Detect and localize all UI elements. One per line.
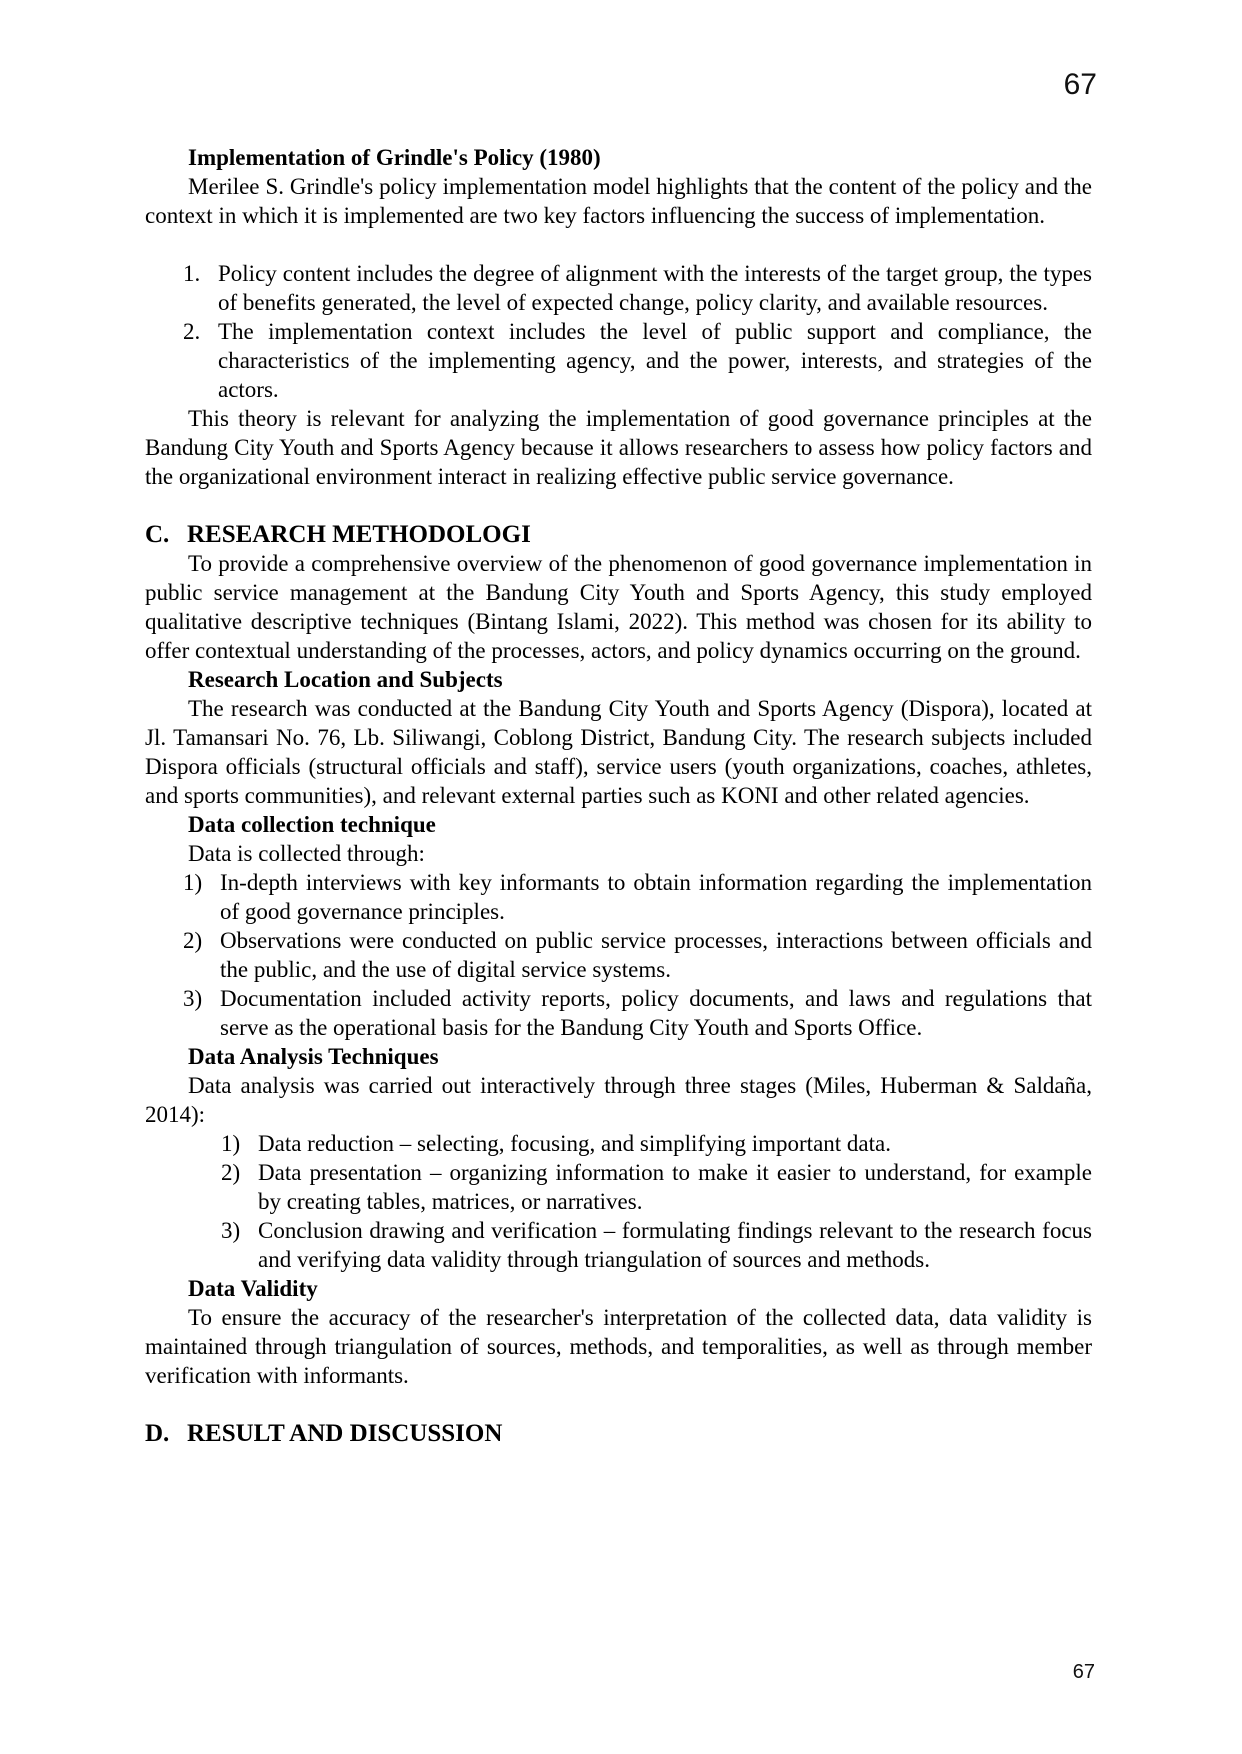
list-marker: 2) [221,1160,241,1185]
list-item [145,259,1092,317]
heading-data-analysis: Data Analysis Techniques [188,1044,439,1069]
header-page-number: 67 [1063,68,1097,101]
list-item [145,926,1092,984]
list-item-text: The implementation context includes the level of public support and compliance, the characteristics of the implementing agency, and the power, interests, and strategies of the actors. [218,319,1092,402]
section-letter: D. [145,1420,170,1447]
page-content [145,143,1092,1448]
list-item-text: In-depth interviews with key informants to obtain information regarding the implementation of good governance principles. [220,870,1092,924]
list-item-text: Observations were conducted on public service processes, interactions between officials and the public, and the use of digital service systems. [220,928,1092,982]
section-title: RESEARCH METHODOLOGI [187,521,531,548]
list-item [145,1216,1092,1274]
heading-grindle-policy: Implementation of Grindle's Policy (1980) [188,145,601,170]
list-marker: 2) [183,928,203,953]
paragraph-validity: To ensure the accuracy of the researcher's interpretation of the collected data, data validity is maintained through triangulation of sources, methods, and temporalities, as well as through member verification with informants. [145,1305,1092,1388]
spacer [145,230,1092,259]
list-item [145,1158,1092,1216]
heading-research-location: Research Location and Subjects [188,667,503,692]
list-marker: 3) [183,986,203,1011]
paragraph-theory-relevance: This theory is relevant for analyzing the implementation of good governance principles at the Bandung City Youth and Sports Agency because it allows researchers to assess how policy factors and the organizational environment interact in realizing effective public service governance. [145,406,1092,489]
list-marker: 1) [183,870,203,895]
data-collection-list [145,868,1092,1042]
list-item-text: Policy content includes the degree of alignment with the interests of the target group, the types of benefits generated, the level of expected change, policy clarity, and available resources. [218,261,1092,315]
list-item [145,868,1092,926]
heading-data-validity: Data Validity [188,1276,318,1301]
paragraph-grindle: Merilee S. Grindle's policy implementation model highlights that the content of the policy and the context in which it is implemented are two key factors influencing the success of implementation. [145,174,1092,228]
heading-data-collection: Data collection technique [188,812,436,837]
list-marker: 3) [221,1218,241,1243]
list-item-text: Documentation included activity reports, policy documents, and laws and regulations that serve as the operational basis for the Bandung City Youth and Sports Office. [220,986,1092,1040]
policy-factors-list [145,259,1092,404]
list-marker: 2. [183,319,201,344]
spacer [145,1390,1092,1419]
spacer [145,491,1092,520]
list-item [145,317,1092,404]
list-marker: 1) [221,1131,241,1156]
section-heading-c [145,520,1092,549]
paragraph-collection-intro: Data is collected through: [188,841,425,866]
section-heading-d [145,1419,1092,1448]
paragraph-location: The research was conducted at the Bandung City Youth and Sports Agency (Dispora), located at Jl. Tamansari No. 76, Lb. Siliwangi, Coblong District, Bandung City. The research subjects included Dispora officials (structural officials and staff), service users (youth organizations, coaches, athletes, and sports communities), and relevant external parties such as KONI and other related agencies. [145,696,1092,808]
section-title: RESULT AND DISCUSSION [187,1420,503,1447]
paragraph-analysis-intro: Data analysis was carried out interactively through three stages (Miles, Huberman & Saldaña, 2014): [145,1073,1092,1127]
data-analysis-list [145,1129,1092,1274]
list-item-text: Data reduction – selecting, focusing, and simplifying important data. [258,1131,891,1156]
footer-page-number: 67 [1072,1661,1095,1683]
list-item-text: Conclusion drawing and verification – formulating findings relevant to the research focus and verifying data validity through triangulation of sources and methods. [258,1218,1092,1272]
section-letter: C. [145,521,170,548]
paragraph-methodology: To provide a comprehensive overview of the phenomenon of good governance implementation in public service management at the Bandung City Youth and Sports Agency, this study employed qualitative descriptive techniques (Bintang Islami, 2022). This method was chosen for its ability to offer contextual understanding of the processes, actors, and policy dynamics occurring on the ground. [145,551,1092,663]
list-marker: 1. [183,261,201,286]
list-item [145,984,1092,1042]
list-item-text: Data presentation – organizing information to make it easier to understand, for example by creating tables, matrices, or narratives. [258,1160,1092,1214]
list-item [145,1129,1092,1158]
